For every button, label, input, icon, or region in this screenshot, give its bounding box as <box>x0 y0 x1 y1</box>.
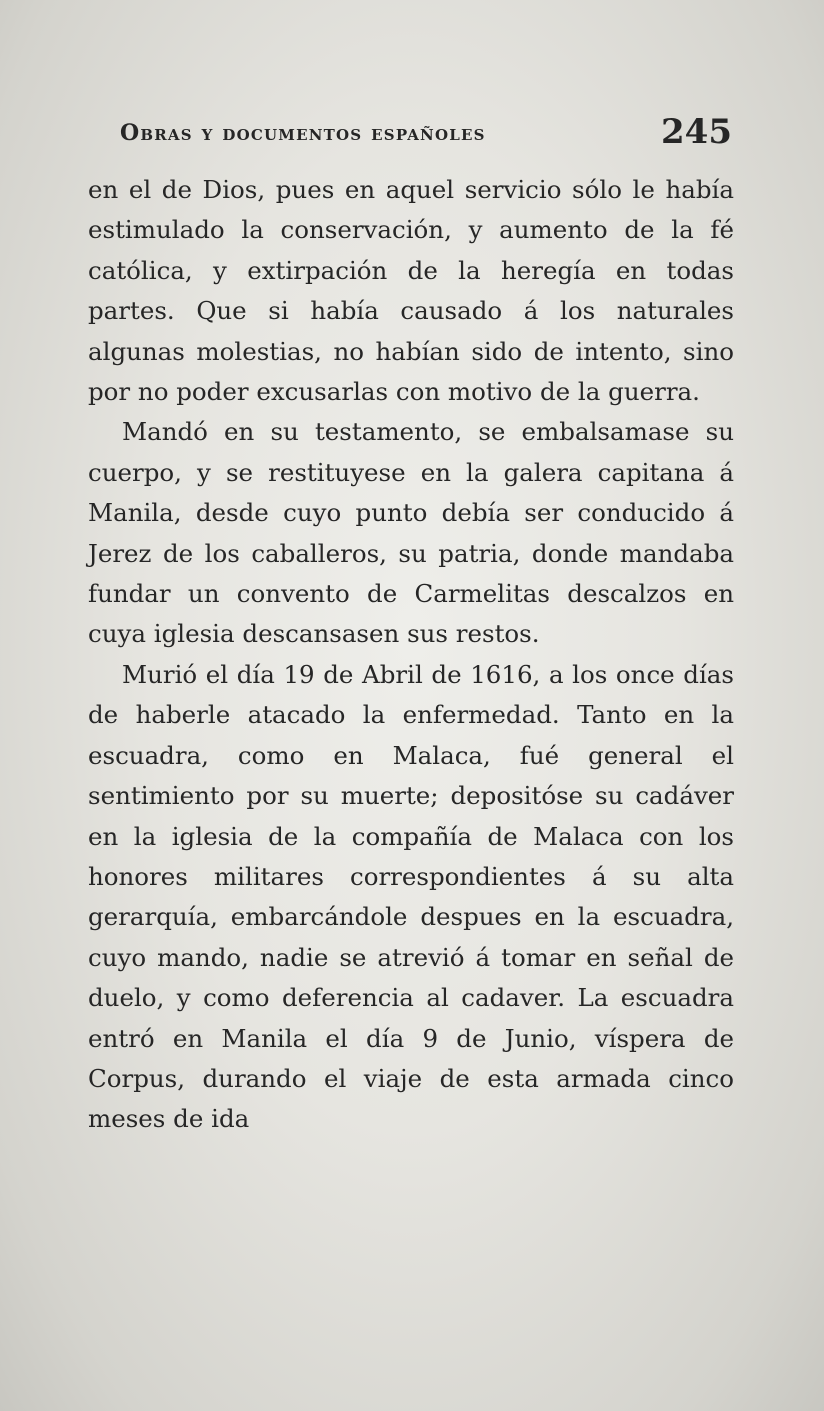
running-title: Obras y documentos españoles <box>120 120 486 146</box>
page-header <box>120 112 732 156</box>
paragraph-1: en el de Dios, pues en aquel servicio sólo le había estimulado la conservación, y aumento de la fé católica, y extirpación de la heregía en todas partes. Que si había causado á los naturales algunas molestias, no habían sido de intento, sino por no poder excusarlas con motivo de la guerra. <box>88 175 734 407</box>
paragraph-2: Mandó en su testamento, se embalsamase su cuerpo, y se restituyese en la galera capitana á Manila, desde cuyo punto debía ser conducido á Jerez de los caballeros, su patria, donde mandaba fundar un convento de Carmelitas descalzos en cuya iglesia descansasen sus restos. <box>88 417 734 649</box>
body-text <box>88 170 734 1140</box>
page-number: 245 <box>661 112 732 152</box>
paragraph-3: Murió el día 19 de Abril de 1616, a los once días de haberle atacado la enfermedad. Tanto en la escuadra, como en Malaca, fué general el sentimiento por su muerte; depositóse su cadáver en la iglesia de la compañía de Malaca con los honores militares correspondientes á su alta gerarquía, embarcándole despues en la escuadra, cuyo mando, nadie se atrevió á tomar en señal de duelo, y como deferencia al cadaver. La escuadra entró en Manila el día 9 de Junio, víspera de Corpus, durando el viaje de esta armada cinco meses de ida <box>88 659 734 1134</box>
